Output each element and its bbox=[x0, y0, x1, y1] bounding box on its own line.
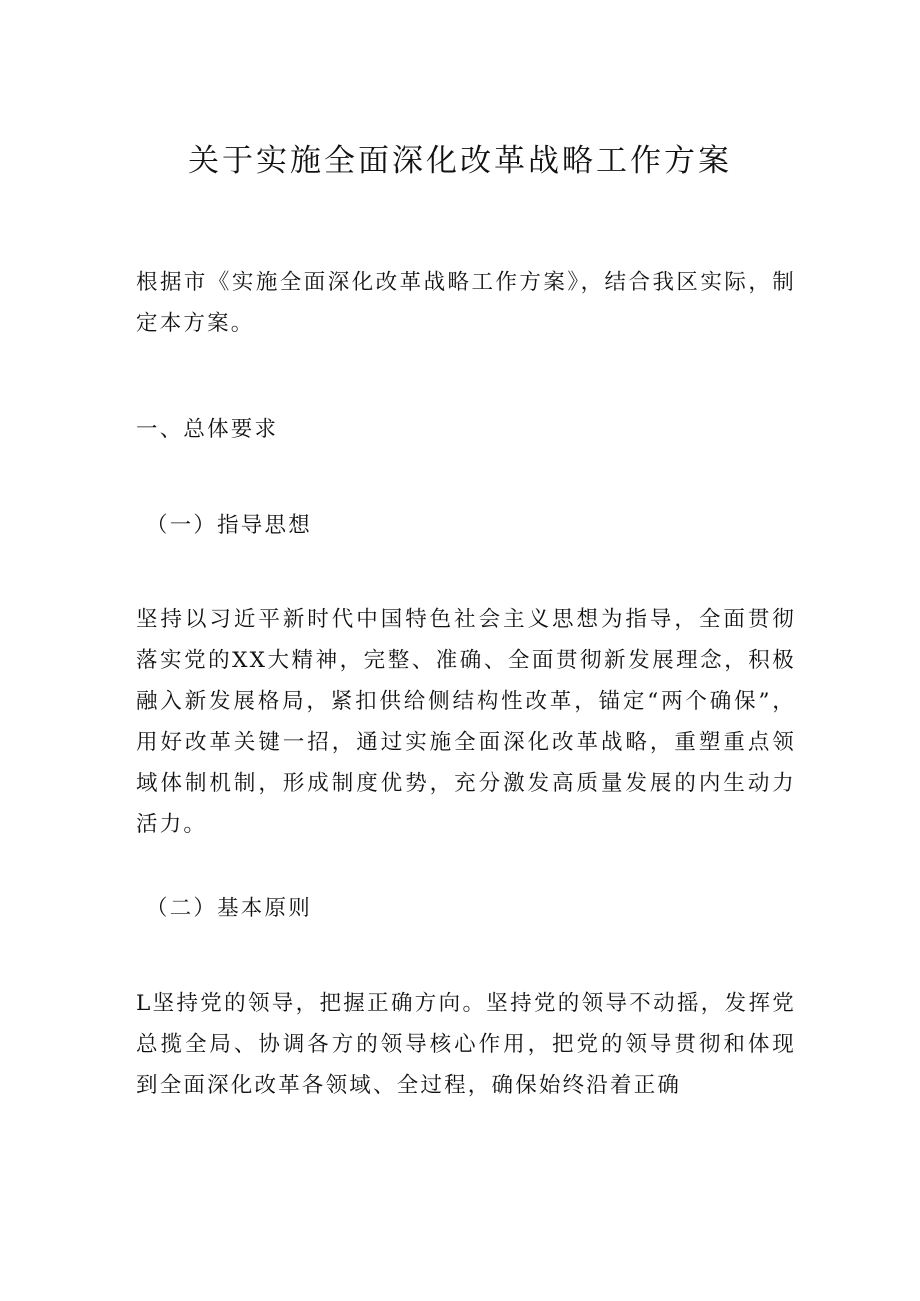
section-heading-general-requirements: 一、总体要求 bbox=[136, 417, 279, 442]
intro-paragraph: 根据市《实施全面深化改革战略工作方案》，结合我区实际，制定本方案。 bbox=[136, 270, 796, 336]
basic-principles-paragraph: L坚持党的领导，把握正确方向。坚持党的领导不动摇，发挥党总揽全局、协调各方的领导核心作用，把党的领导贯彻和体现到全面深化改革各领域、全过程，确保始终沿着正确 bbox=[136, 991, 796, 1098]
subsection-heading-guiding-ideology: （一）指导思想 bbox=[146, 513, 312, 538]
guiding-ideology-paragraph: 坚持以习近平新时代中国特色社会主义思想为指导，全面贯彻落实党的XX大精神，完整、准确、全面贯彻新发展理念，积极融入新发展格局，紧扣供给侧结构性改革，锚定“两个确保”，用好改革关键一招，通过实施全面深化改革战略，重塑重点领域体制机制，形成制度优势，充分激发高质量发展的内生动力活力。 bbox=[136, 607, 796, 837]
document-title: 关于实施全面深化改革战略工作方案 bbox=[188, 143, 732, 179]
subsection-heading-basic-principles: （二）基本原则 bbox=[146, 896, 312, 921]
